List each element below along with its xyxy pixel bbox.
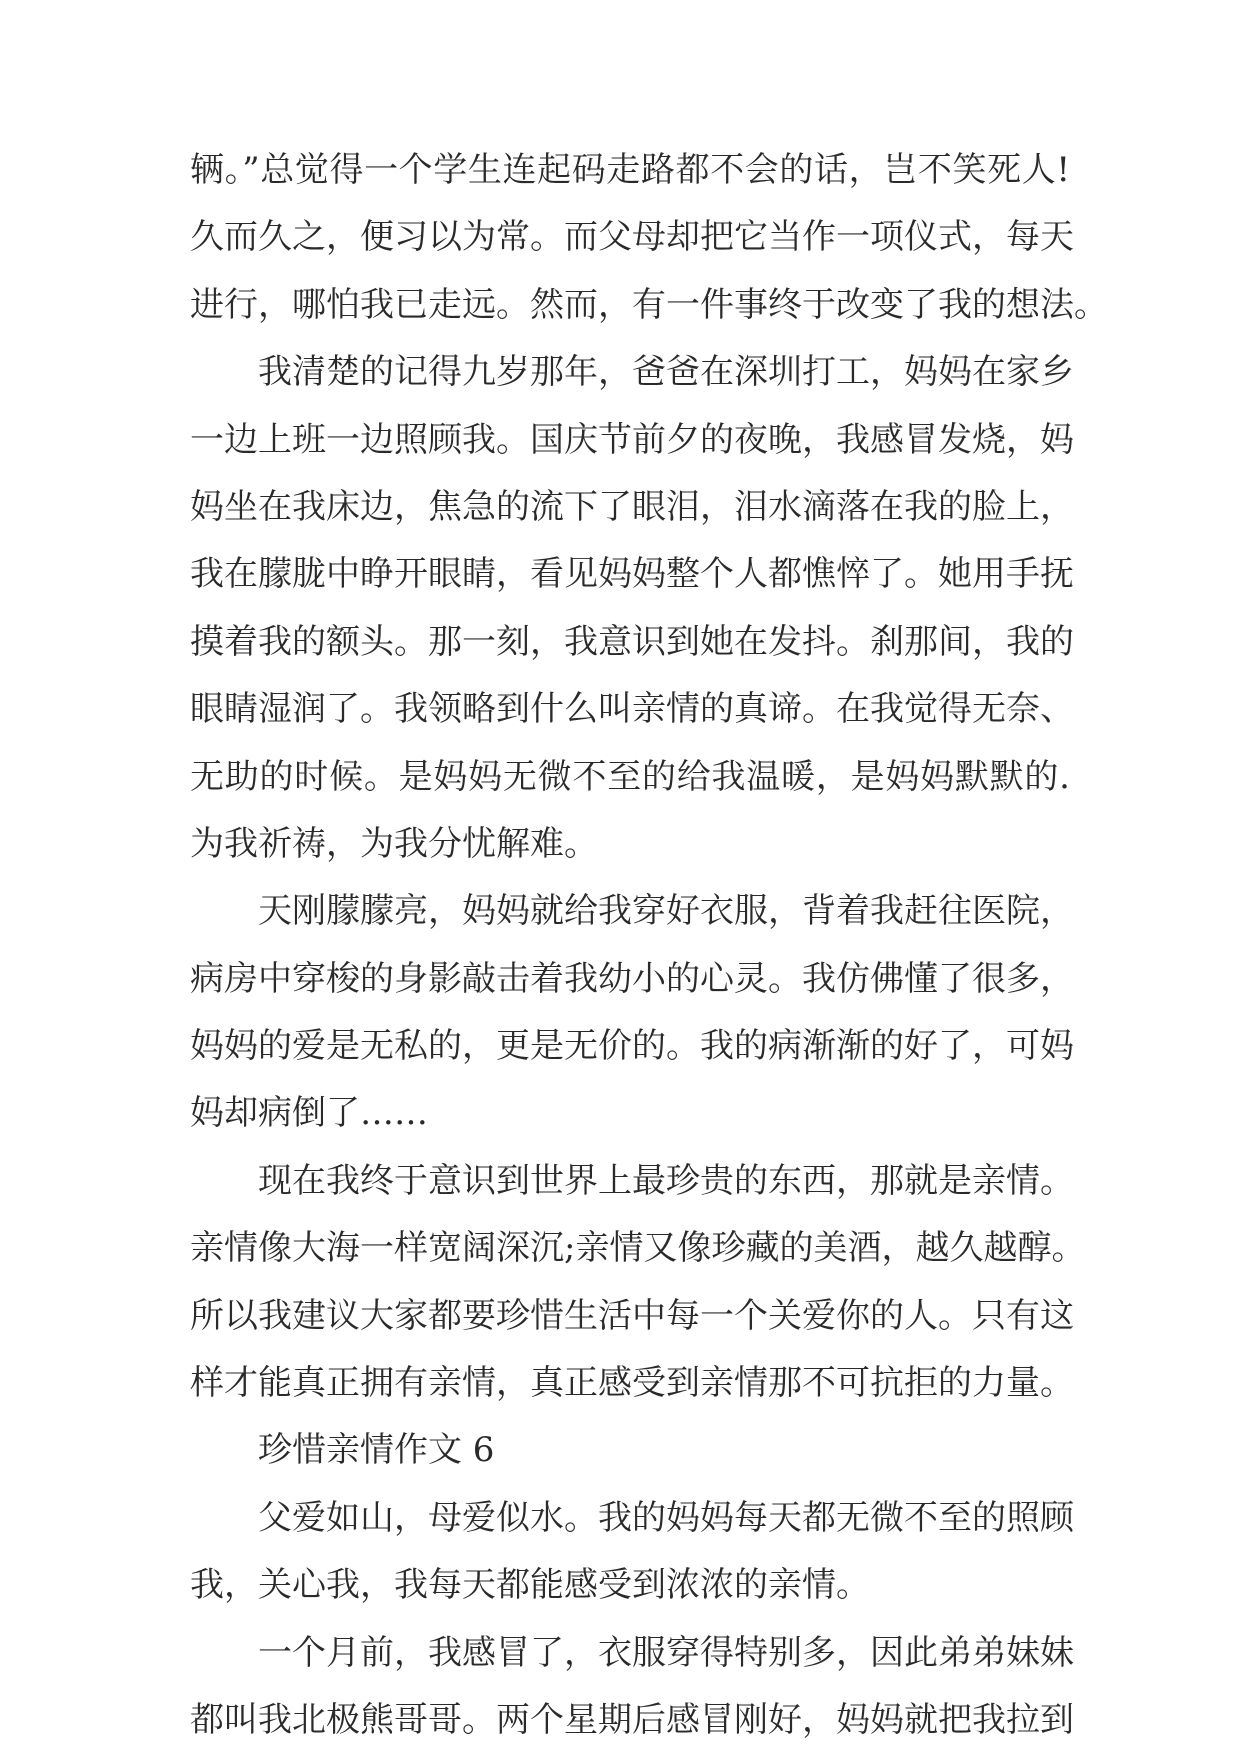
text-line: 妈妈的爱是无私的，更是无价的。我的病渐渐的好了，可妈: [190, 1026, 1074, 1066]
paragraph-first-line: 我清楚的记得九岁那年，爸爸在深圳打工，妈妈在家乡: [258, 352, 1074, 392]
text-line: 病房中穿梭的身影敲击着我幼小的心灵。我仿佛懂了很多，: [190, 959, 1074, 999]
text-line: 我，关心我，我每天都能感受到浓浓的亲情。: [190, 1565, 870, 1605]
text-line: 久而久之，便习以为常。而父母却把它当作一项仪式，每天: [190, 217, 1074, 257]
paragraph-first-line: 父爱如山，母爱似水。我的妈妈每天都无微不至的照顾: [258, 1498, 1074, 1538]
text-line: 妈却病倒了……: [190, 1093, 428, 1133]
text-line: 样才能真正拥有亲情，真正感受到亲情那不可抗拒的力量。: [190, 1363, 1074, 1403]
text-line: 为我祈祷，为我分忧解难。: [190, 824, 598, 864]
section-heading: 珍惜亲情作文 6: [258, 1430, 495, 1470]
text-line: 我在朦胧中睁开眼睛，看见妈妈整个人都憔悴了。她用手抚: [190, 554, 1074, 594]
text-line: 无助的时候。是妈妈无微不至的给我温暖，是妈妈默默的.: [190, 757, 1070, 797]
text-line: 亲情像大海一样宽阔深沉;亲情又像珍藏的美酒，越久越醇。: [190, 1228, 1086, 1268]
paragraph-first-line: 天刚朦朦亮，妈妈就给我穿好衣服，背着我赶往医院，: [258, 891, 1074, 931]
paragraph-first-line: 一个月前，我感冒了，衣服穿得特别多，因此弟弟妹妹: [258, 1633, 1074, 1673]
text-line: 辆。”总觉得一个学生连起码走路都不会的话，岂不笑死人!: [190, 150, 1070, 190]
text-line: 所以我建议大家都要珍惜生活中每一个关爱你的人。只有这: [190, 1296, 1074, 1336]
text-line: 进行，哪怕我已走远。然而，有一件事终于改变了我的想法。: [190, 285, 1108, 325]
paragraph-first-line: 现在我终于意识到世界上最珍贵的东西，那就是亲情。: [258, 1161, 1074, 1201]
text-line: 妈坐在我床边，焦急的流下了眼泪，泪水滴落在我的脸上，: [190, 487, 1074, 527]
text-line: 一边上班一边照顾我。国庆节前夕的夜晚，我感冒发烧，妈: [190, 420, 1074, 460]
text-line: 眼睛湿润了。我领略到什么叫亲情的真谛。在我觉得无奈、: [190, 689, 1074, 729]
text-line: 摸着我的额头。那一刻，我意识到她在发抖。刹那间，我的: [190, 622, 1074, 662]
text-line: 都叫我北极熊哥哥。两个星期后感冒刚好，妈妈就把我拉到: [190, 1700, 1074, 1740]
